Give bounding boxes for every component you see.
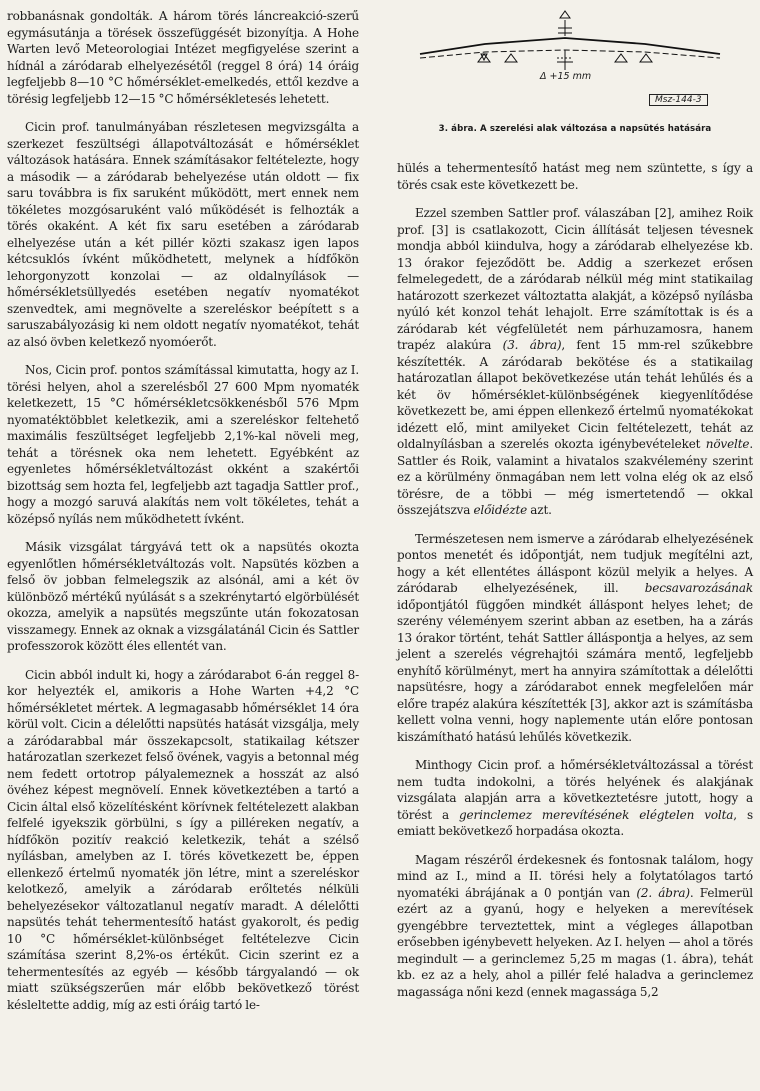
paragraph: Nos, Cicin prof. pontos számítással kimutatta, hogy az I. törési helyen, ahol a szerelésből 27 600 Mpm nyomaték keletkezett, 15 °C hőmérsékletcsökkenésből 576 Mpm nyomatéktöbblet keletkezik, ami a szereléskor feltehető maximális feszültséget legfeljebb 2,1%-kal növeli meg, tehát a törésnek oka nem lehetett. Egyébként az egyenletes hőmérsékletváltozást okként a szakértői bizottság sem hozta fel, legfeljebb azt tagadja Sattler prof., hogy a mozgó saruvá alakítás nem volt tökéletes, tehát a középső nyílás nem működhetett ívként. (7, 363, 359, 526)
dimension-label: Δ +15 mm (540, 71, 592, 82)
paragraph: Ezzel szemben Sattler prof. válaszában [2], amihez Roik prof. [3] is csatlakozott, Cicin állítását teljesen tévesnek mondja abból kiindulva, hogy a záródarab elhelyezése kb. 13 órakor fejeződött be. Addig a szerkezet erősen felmelegedett, de a záródarab nélkül még mint statikailag határozott szerkezet változtatta alakját, a középső nyílásba nyúló két konzol tehát lehajolt. Erre számítottak is és a záródarab két végfelületét nem párhuzamosra, hanem trapéz alakúra (3. ábra), fent 15 mm-rel szűkebbre készítették. A záródarab bekötése és a statikailag határozatlan állapot bekövetkezése után tehát lehűlés és a két öv hőmérséklet-különbségének kiegyenlítődése következett be, ami éppen ellenkező értelmű nyomatékokat idézett elő, mint amilyeket Cicin feltételezett, tehát az oldalnyílásban a szerelés okozta igénybevételeket növelte. Sattler és Roik, valamint a hivatalos szakvélemény szerint ez a körülmény önmagában nem lett volna elég ok az első törésre, de a többi — még ismertetendő — okkal összejátszva előidézte azt. (397, 206, 753, 517)
left-column (7, 8, 359, 1025)
paragraph: Cicin prof. tanulmányában részletesen megvizsgálta a szerkezet feszültségi állapotváltozását e hőmérséklet változások hatására. Ennek számításakor feltételezte, hogy a második — a záródarab behelyezése után oldott — fix saru továbbra is fix saruként működött, mert ennek nem tökéletes mozgósaruként való működését is felhozták a törés okaként. A két fix saru esetében a záródarab elhelyezése után a két pillér közti szakasz igen lapos kétcsuklós ívként működhetett, melynek a hídfőkön lehorgonyzott konzolai — az oldalnyílások — hőmérsékletsüllyedés esetében negatív nyomatékot szenvedtek, ami megnövelte a szereléskor beépített s a saruszabályozásig ki nem oldott negatív nyomatékot, tehát az alsó övben keletkező nyomóerőt. (7, 120, 359, 349)
paragraph: Természetesen nem ismerve a záródarab elhelyezésének pontos menetét és időpontját, nem tudjuk megítélni azt, hogy a két ellentétes álláspont közül melyik a helyes. A záródarab elhelyezésének, ill. becsavarozásának időpontjától függően mindkét álláspont helyes lehet; de szerény véleményem szerint abban az esetben, ha a zárás 13 órakor történt, tehát Sattler álláspontja a helyes, az sem jelent a szerelés végrehajtói számára mentő, legfeljebb enyhítő körülményt, mert ha annyira számítottak a délelőtti napsütésre, hogy a záródarabot ennek megfelelően már előre trapéz alakúra készítették [3], akkor azt is számításba kellett volna venni, hogy naplemente után előre pontosan kiszámítható hatású lehűlés következik. (397, 531, 753, 744)
paragraph: Minthogy Cicin prof. a hőmérsékletváltozással a törést nem tudta indokolni, a törés helyének és alakjának vizsgálata alapján arra a következtetésre jutott, hogy a törést a gerinclemez merevítésének elégtelen volta, s emiatt bekövetkező horpadása okozta. (397, 758, 753, 838)
paragraph: Másik vizsgálat tárgyává tett ok a napsütés okozta egyenlőtlen hőmérsékletváltozás volt. Napsütés közben a felső öv jobban felmelegszik az alsónál, ami a két öv különböző mértékű nyúlását s a szekrénytartó elgörbülését okozza, amelyik a napsütés megszűnte után fokozatosan visszamegy. Ennek az oknak a vizsgálatánál Cicin és Sattler professzorok között éles ellentét van. (7, 540, 359, 653)
right-column (397, 0, 753, 1012)
paragraph: hülés a tehermentesítő hatást meg nem szüntette, s így a törés csak este következett be. (397, 161, 753, 192)
figure-caption: 3. ábra. A szerelési alak változása a napsütés hatására (438, 124, 712, 134)
paragraph: robbanásnak gondolták. A három törés láncreakció-szerű egymásutánja a törések összefüggését bizonyítja. A Hohe Warten levő Meteorologiai Intézet megfigyelése szerint a hídnál a záródarab elhelyezésétől (reggel 8 órá) 14 óráig legfeljebb 8—10 °C hőmérséklet-emelkedés, ettől kezdve a törésig legfeljebb 12—15 °C hőmérsékletesés lehetett. (7, 9, 359, 106)
figure-stamp: Msz-144-3 (649, 94, 708, 106)
paragraph: Magam részéről érdekesnek és fontosnak találom, hogy mind az I., mind a II. törési hely a folytatólagos tartó nyomatéki ábrájának a 0 pontján van (2. ábra). Felmerül ezért az a gyanú, hogy e helyeken a merevítések gyengébbre terveztettek, mint a végleges állapotban erősebben igénybevett helyeken. Az I. helyen — ahol a törés megindult — a gerinclemez 5,25 m magas (1. ábra), tehát kb. ez az a hely, ahol a pillér felé haladva a gerinclemez magassága nőni kezd (ennek magassága 5,2 (397, 852, 753, 999)
paragraph: Cicin abból indult ki, hogy a záródarabot 6-án reggel 8-kor helyezték el, amikoris a Hohe Warten +4,2 °C hőmérsékletet mértek. A legmagasabb hőmérséklet 14 óra körül volt. Cicin a délelőtti napsütés hatását vizsgálja, mely a záródarabbal már összekapcsolt, statikailag kétszer határozatlan szerkezet felső övének, vagyis a betonnal még nem fedett ortotrop pályalemeznek a hosszát az alsó övéhez képest megnövelí. Ennek következtében a tartó a Cicin által első közelítésként körívnek feltételezett alakban felfelé igyekszik görbülni, s így a pilléreken negatív, a hídfőkön pozitív reakció keletkezik, tehát a szélső nyílásban, amelyben az I. törés következett be, éppen ellenkező értelmű nyomaték jön létre, mint a szereléskor kelotkező, amelyik a záródarab erőltetés nélküli behelyezésekor változatlanul negatív maradt. A délelőtti napsütés tehát tehermentesítő hatást gyakorolt, és pedig 10 °C hőmérséklet-különbséget feltételezve Cicin számítása szerint 8,2%-os értékűt. Cicin szerint ez a tehermentesítés az egyéb — később tárgyalandó — ok miatt szükségszerűen már előbb bekövetkező törést késleltette addig, míg az esti óráig tartó le- (7, 667, 359, 1012)
figure-3 (397, 0, 753, 160)
